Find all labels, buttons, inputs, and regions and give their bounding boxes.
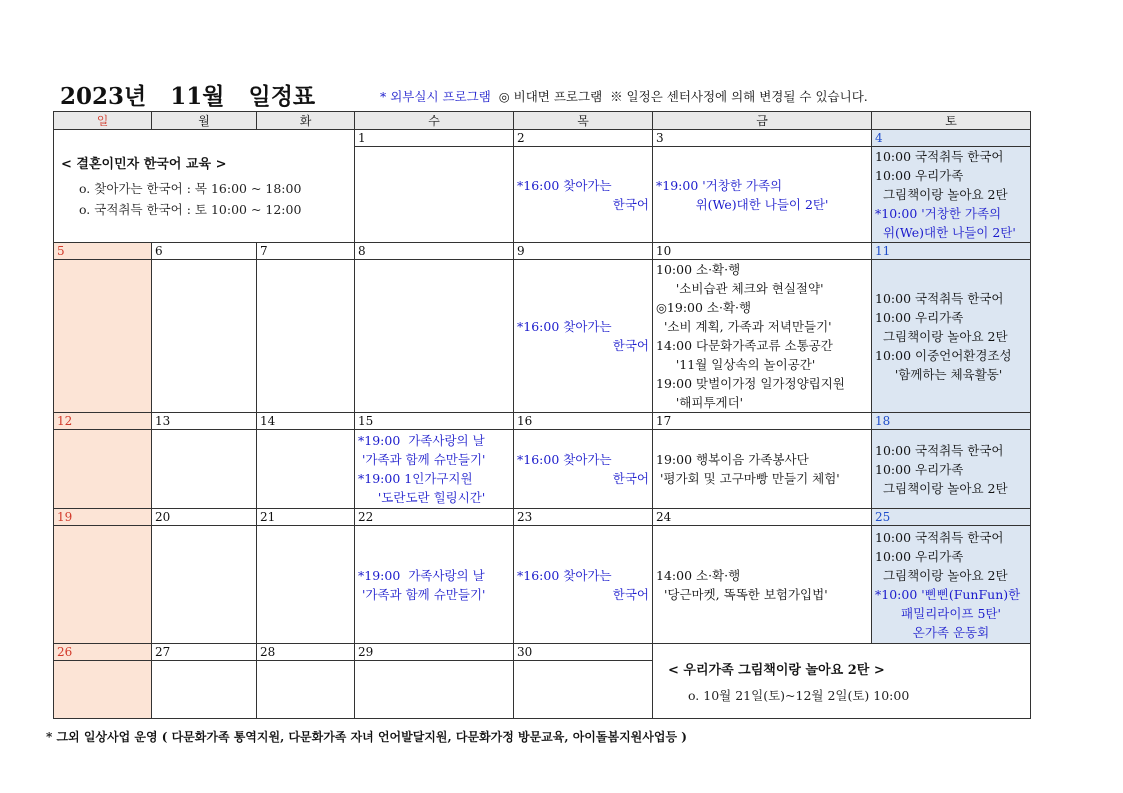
event-line: *19:00 1인가구지원 (358, 471, 473, 486)
legend-notes: ◎ 비대면 프로그램 ※ 일정은 센터사정에 의해 변경될 수 있습니다. (490, 89, 868, 104)
event-line: 10:00 국적취득 한국어 (875, 529, 1004, 545)
day-number: 2 (514, 130, 653, 147)
event-line: 한국어 (612, 586, 649, 602)
day-number: 4 (872, 130, 1031, 147)
event-line: '당근마켓, 똑똑한 보험가입법' (656, 586, 828, 602)
event-line: 14:00 소·확·행 (656, 567, 741, 583)
picturebook-title: < 우리가족 그림책이랑 놀아요 2탄 > (668, 662, 885, 678)
event-line: *16:00 찾아가는 (517, 452, 612, 467)
korean-education-box (54, 130, 355, 243)
day-number: 24 (653, 509, 872, 526)
day-cell (257, 661, 355, 719)
event-line: 한국어 (612, 338, 649, 353)
day-cell (152, 661, 257, 719)
event-line: 19:00 행복이음 가족봉사단 (656, 452, 809, 467)
day-number: 25 (872, 509, 1031, 526)
weekday-sun: 일 (54, 112, 152, 130)
day-number: 27 (152, 644, 257, 661)
event-line: '가족과 함께 슈만들기' (358, 586, 486, 602)
day-number: 22 (355, 509, 514, 526)
day-cell (257, 526, 355, 644)
day-cell-event (514, 260, 653, 413)
korean-education-line: o. 찾아가는 한국어 : 목 16:00 ~ 18:00 (79, 180, 302, 196)
day-number: 12 (54, 413, 152, 430)
event-line: *19:00 가족사랑의 날 (358, 567, 485, 583)
day-number: 1 (355, 130, 514, 147)
day-number: 5 (54, 243, 152, 260)
event-line: '함께하는 체육활동' (875, 366, 1003, 382)
event-line: 10:00 이중언어환경조성 (875, 347, 1012, 363)
day-cell-event (872, 147, 1031, 243)
event-line: *16:00 찾아가는 (517, 567, 612, 583)
event-line: ◎19:00 소·확·행 (656, 300, 752, 315)
event-line: '평가회 및 고구마빵 만들기 체험' (656, 471, 840, 486)
page-header (60, 78, 1040, 110)
day-number: 16 (514, 413, 653, 430)
day-number: 26 (54, 644, 152, 661)
day-number: 14 (257, 413, 355, 430)
day-number: 20 (152, 509, 257, 526)
day-cell-event (355, 526, 514, 644)
day-cell (355, 661, 514, 719)
day-cell (514, 661, 653, 719)
event-line: *19:00 '거창한 가족의 (656, 177, 783, 193)
day-number: 9 (514, 243, 653, 260)
day-cell (355, 260, 514, 413)
event-line: 위(We)대한 나들이 2탄' (695, 196, 829, 212)
day-number: 28 (257, 644, 355, 661)
event-line: *10:00 '거창한 가족의 (875, 206, 1002, 221)
day-number: 29 (355, 644, 514, 661)
day-number: 10 (653, 243, 872, 260)
day-cell (152, 260, 257, 413)
day-cell (54, 661, 152, 719)
event-line: 10:00 우리가족 (875, 309, 964, 325)
day-number: 19 (54, 509, 152, 526)
day-number: 21 (257, 509, 355, 526)
day-cell-event (872, 260, 1031, 413)
picturebook-box (653, 644, 1031, 719)
weekday-wed: 수 (355, 112, 514, 130)
event-line: 한국어 (612, 196, 649, 212)
event-line: 그림책이랑 놀아요 2탄 (875, 187, 1008, 202)
event-line: 그림책이랑 놀아요 2탄 (875, 567, 1008, 583)
event-line: *16:00 찾아가는 (517, 177, 612, 193)
event-line: 10:00 우리가족 (875, 168, 964, 183)
event-line: 19:00 맞벌이가정 일가정양립지원 (656, 376, 845, 391)
event-line: 10:00 국적취득 한국어 (875, 149, 1004, 164)
day-cell-event (514, 526, 653, 644)
event-line: 패밀리라이프 5탄' (901, 605, 1001, 621)
event-line: 10:00 국적취득 한국어 (875, 290, 1004, 306)
event-line: *16:00 찾아가는 (517, 319, 612, 334)
day-cell (54, 430, 152, 509)
day-number: 3 (653, 130, 872, 147)
day-cell (257, 260, 355, 413)
day-number: 17 (653, 413, 872, 430)
day-number: 30 (514, 644, 653, 661)
event-line: 14:00 다문화가족교류 소통공간 (656, 338, 833, 353)
event-line: 10:00 소·확·행 (656, 262, 741, 277)
event-line: '해피투게더' (656, 395, 744, 410)
day-number: 23 (514, 509, 653, 526)
event-line: *19:00 가족사랑의 날 (358, 433, 485, 448)
calendar-table (53, 111, 1031, 719)
event-line: 한국어 (612, 471, 649, 486)
day-cell (152, 430, 257, 509)
event-line: '도란도란 힐링시간' (358, 490, 486, 505)
day-cell (54, 526, 152, 644)
event-line: 10:00 국적취득 한국어 (875, 442, 1004, 458)
day-number: 18 (872, 413, 1031, 430)
day-cell-event (653, 430, 872, 509)
event-line: 그림책이랑 놀아요 2탄 (875, 328, 1008, 344)
page-title: 2023년 11월 일정표 (60, 83, 316, 110)
day-number: 7 (257, 243, 355, 260)
day-number: 15 (355, 413, 514, 430)
day-cell (54, 260, 152, 413)
day-cell-event (872, 526, 1031, 644)
day-number: 13 (152, 413, 257, 430)
picturebook-period: o. 10월 21일(토)~12월 2일(토) 10:00 (688, 687, 910, 703)
day-cell (257, 430, 355, 509)
day-number: 8 (355, 243, 514, 260)
day-cell (152, 526, 257, 644)
event-line: 온가족 운동회 (912, 624, 990, 640)
korean-education-title: < 결혼이민자 한국어 교육 > (61, 156, 227, 172)
event-line: 10:00 우리가족 (875, 461, 964, 477)
legend (380, 87, 868, 105)
day-cell-event (653, 147, 872, 243)
day-number: 11 (872, 243, 1031, 260)
event-line: 10:00 우리가족 (875, 548, 964, 564)
day-cell (355, 147, 514, 243)
day-number: 6 (152, 243, 257, 260)
event-line: 위(We)대한 나들이 2탄' (875, 225, 1016, 240)
weekday-fri: 금 (653, 112, 872, 130)
event-line: '소비습관 체크와 현실절약' (656, 281, 824, 296)
weekday-header-row (54, 112, 1031, 130)
event-line: *10:00 '삔삔(FunFun)한 (875, 586, 1021, 602)
weekday-thu: 목 (514, 112, 653, 130)
day-cell-event (872, 430, 1031, 509)
korean-education-line: o. 국적취득 한국어 : 토 10:00 ~ 12:00 (79, 201, 302, 217)
weekday-sat: 토 (872, 112, 1031, 130)
event-line: '가족과 함께 슈만들기' (358, 452, 486, 467)
day-cell-event (514, 430, 653, 509)
day-cell-event (653, 260, 872, 413)
event-line: 그림책이랑 놀아요 2탄 (875, 480, 1008, 496)
day-cell-event (514, 147, 653, 243)
event-line: '11월 일상속의 놀이공간' (656, 357, 816, 372)
day-cell-event (653, 526, 872, 644)
day-cell-event (355, 430, 514, 509)
legend-outside-program: * 외부실시 프로그램 (380, 89, 491, 104)
event-line: '소비 계획, 가족과 저녁만들기' (656, 319, 832, 334)
footer-note: * 그외 일상사업 운영 ( 다문화가족 통역지원, 다문화가족 자녀 언어발달지원, 다문화가정 방문교육, 아이돌봄지원사업등 ) (46, 730, 687, 744)
weekday-mon: 월 (152, 112, 257, 130)
weekday-tue: 화 (257, 112, 355, 130)
